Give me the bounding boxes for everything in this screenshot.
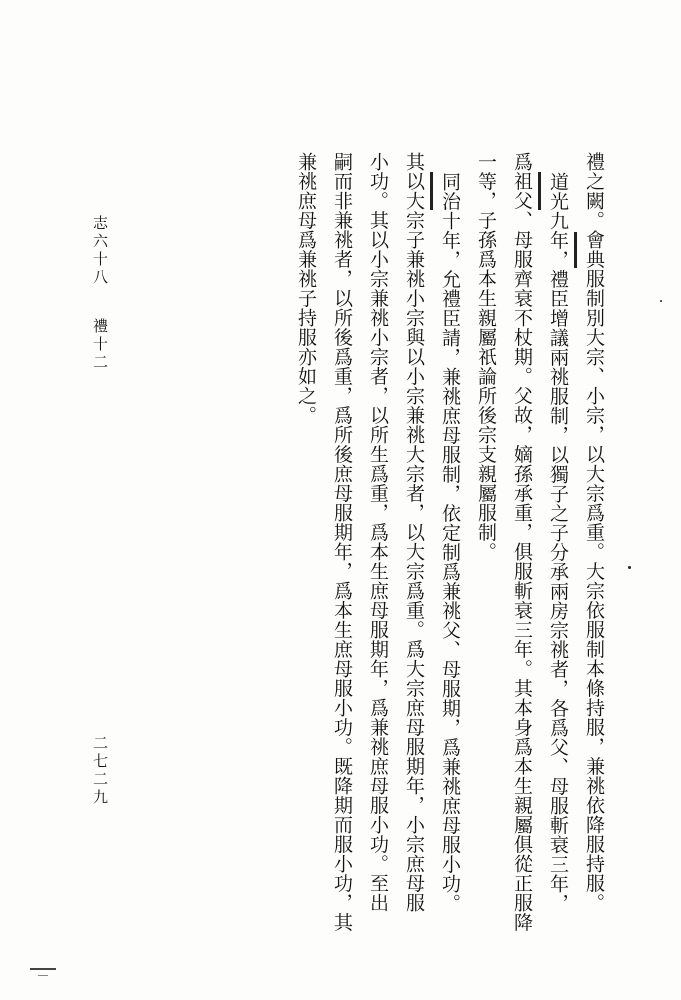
era-mark-tongzhi [430, 172, 433, 210]
text-column-2: 道光九年，禮臣增議兩祧服制，以獨子之子分承兩房宗祧者，各爲父、母服斬衰三年， [547, 172, 569, 913]
text-column-6: 其以大宗子兼祧小宗與以小宗兼祧大宗者，以大宗爲重。爲大宗庶母服期年，小宗庶母服 [403, 152, 425, 913]
scan-mark [38, 975, 48, 976]
header-volume: 志六十八 [91, 215, 109, 287]
text-column-8: 嗣而非兼祧者，以所後爲重，爲所後庶母服期年，爲本生庶母服小功。既降期而服小功，其 [331, 152, 353, 932]
text-column-5: 同治十年，允禮臣請，兼祧庶母服制，依定制爲兼祧父、母服期，爲兼祧庶母服小功。 [439, 172, 461, 913]
text-column-4: 一等，子孫爲本生親屬祇論所後宗支親屬服制。 [475, 152, 497, 562]
era-mark-daoguang [538, 172, 541, 210]
print-speck [660, 300, 662, 302]
scan-mark [30, 968, 56, 970]
text-column-3: 爲祖父、母服齊衰不杖期。父故，嫡孫承重，俱服斬衰三年。其本身爲本生親屬俱從正服降 [511, 152, 533, 932]
print-speck [628, 566, 631, 569]
text-column-7: 小功。其以小宗兼祧小宗者，以所生爲重，爲本生庶母服期年，爲兼祧庶母服小功。至出 [367, 152, 389, 913]
page-number: 二七二九 [91, 735, 109, 807]
header-section: 禮十二 [91, 318, 109, 372]
text-column-9: 兼祧庶母爲兼祧子持服亦如之。 [295, 152, 317, 425]
title-mark-huidian [574, 232, 577, 268]
text-column-1: 禮之闕。會典服制別大宗、小宗，以大宗爲重。大宗依服制本條持服，兼祧依降服持服。 [583, 152, 605, 913]
